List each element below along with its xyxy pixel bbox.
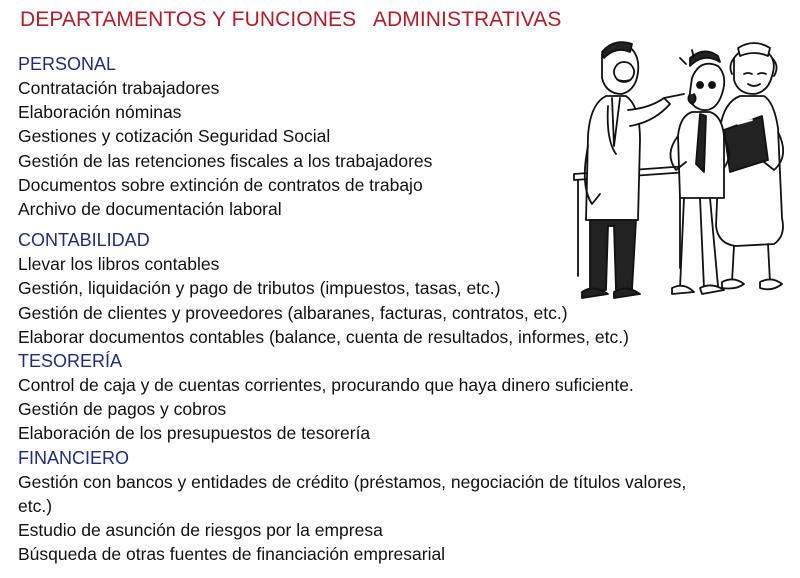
- list-item: Documentos sobre extinción de contratos de trabajo: [18, 174, 423, 195]
- section-heading: CONTABILIDAD: [18, 230, 150, 251]
- list-item: Gestión de pagos y cobros: [18, 399, 227, 420]
- section-tesoreria: [18, 349, 738, 446]
- list-item: Llevar los libros contables: [18, 254, 220, 275]
- list-item: Elaborar documentos contables (balance, cuenta de resultados, informes, etc.): [18, 326, 629, 347]
- page-title: DEPARTAMENTOS Y FUNCIONES ADMINISTRATIVAS: [20, 8, 562, 31]
- list-item: Gestiones y cotización Seguridad Social: [18, 126, 331, 147]
- list-item: Control de caja y de cuentas corrientes, procurando que haya dinero suficiente.: [18, 375, 634, 396]
- list-item: Contratación trabajadores: [18, 78, 220, 98]
- section-heading: PERSONAL: [18, 54, 117, 74]
- list-item: Gestión de clientes y proveedores (albaranes, facturas, contratos, etc.): [18, 302, 568, 323]
- section-financiero: [18, 446, 738, 567]
- list-item: Búsqueda de otras fuentes de financiación empresarial: [18, 544, 446, 565]
- doctor-examining-patient-illustration: [568, 36, 790, 304]
- section-heading: TESORERÍA: [18, 351, 123, 372]
- list-item: Gestión con bancos y entidades de crédito (préstamos, negociación de títulos valores, etc.): [18, 471, 687, 516]
- list-item: Elaboración de los presupuestos de tesorería: [18, 423, 371, 444]
- list-item: Gestión de las retenciones fiscales a los trabajadores: [18, 150, 433, 171]
- list-item: Gestión, liquidación y pago de tributos (impuestos, tasas, etc.): [18, 278, 501, 299]
- list-item: Elaboración nóminas: [18, 102, 182, 123]
- list-item: Estudio de asunción de riesgos por la empresa: [18, 520, 383, 541]
- section-heading: FINANCIERO: [18, 447, 130, 468]
- list-item: Archivo de documentación laboral: [18, 199, 282, 220]
